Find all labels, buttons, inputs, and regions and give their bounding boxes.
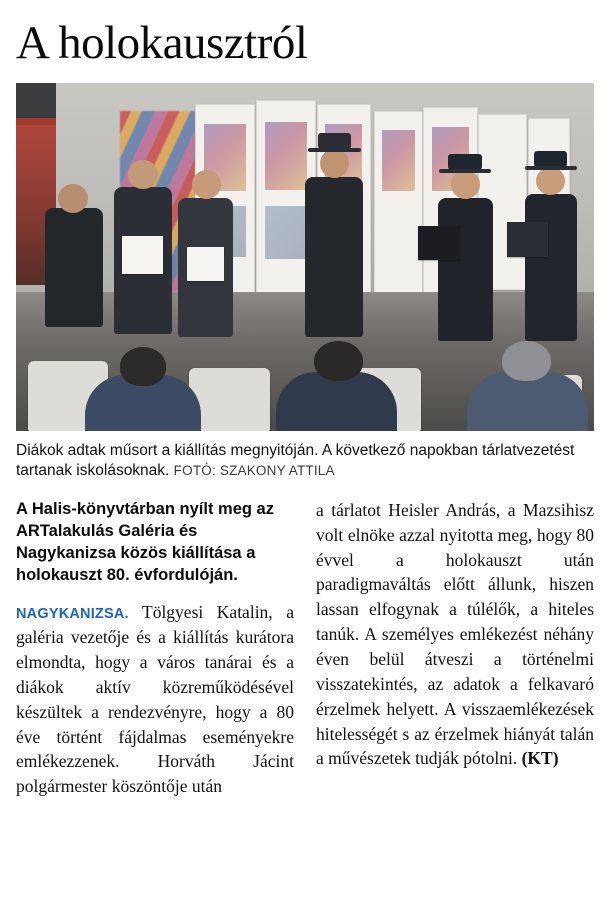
photo-standing-person (45, 208, 103, 326)
caption-text: Diákok adtak műsort a kiállítás megnyitóján. A következő napokban tárlatvezetést tartanak iskolásoknak. (16, 442, 575, 480)
photo-image (16, 83, 594, 431)
photo-paper-sheet (187, 247, 224, 282)
article-kicker: NAGYKANIZSA. (16, 606, 129, 623)
photo-seated-person-head (314, 341, 363, 381)
photo-person-hat (318, 133, 352, 149)
photo-seated-person-head (120, 347, 166, 385)
photo-standing-person (525, 194, 577, 340)
photo-credit: FOTÓ: SZAKONY ATTILA (173, 463, 335, 479)
photo-person-head (451, 170, 480, 199)
photo-exhibition-panel (374, 111, 422, 294)
photo-panel-artwork (265, 122, 307, 191)
article-signature: (KT) (521, 748, 559, 769)
photo-person-head (58, 184, 88, 213)
article-body (16, 498, 594, 799)
article-column-right (316, 498, 594, 799)
article-body-left-text: Tölgyesi Katalin, a galéria vezetője és a kiállítás kurátora elmondta, hogy a város tanárai és a diákok aktív közreműködésével készültek a rendezvényre, hogy a 80 éve történt fájdalmas eseményekre emlékezzenek. Horváth Jácint polgármester köszöntője után (16, 602, 294, 797)
article-photo (16, 83, 594, 431)
article-body-right-text: a tárlatot Heisler András, a Mazsihisz volt elnöke azzal nyitotta meg, hogy 80 évvel a holokauszt után paradigmaváltás előtt állunk, hiszen lassan elfogynak a túlélők, a hiteles tanúk. A személyes emlékezést néhány éven belül átveszi a történelmi visszatekintés, az adatok a felkavaró érzelmek helyett. A visszaemlékezések hitelességét s az érzelmek hiányát talán a művészetek tudják pótolni. (316, 499, 594, 769)
photo-paper-sheet (122, 236, 162, 274)
article-column-left (16, 498, 294, 799)
photo-person-head (320, 149, 349, 178)
photo-held-book (507, 222, 547, 257)
photo-panel-artwork (382, 130, 415, 192)
photo-seated-person (467, 372, 588, 431)
photo-standing-person (438, 198, 493, 341)
photo-person-hat (448, 154, 482, 170)
photo-standing-person (305, 177, 363, 337)
photo-seated-person-head (502, 341, 551, 381)
photo-person-head (536, 167, 565, 196)
photo-chair (189, 368, 270, 431)
page-title: A holokausztról (16, 17, 308, 69)
photo-held-book (418, 226, 461, 261)
photo-panel-artwork-lower (265, 206, 307, 258)
article-paragraph-left (16, 600, 294, 799)
article-paragraph-right (316, 498, 594, 771)
photo-seated-person (276, 372, 397, 431)
photo-person-hat (534, 151, 568, 167)
article-lead: A Halis-könyvtárban nyílt meg az ARTalakulás Galéria és Nagykanizsa közös kiállítása a holokauszt 80. évfordulóján. (16, 499, 274, 585)
photo-caption (16, 441, 594, 482)
photo-person-head (192, 170, 221, 199)
